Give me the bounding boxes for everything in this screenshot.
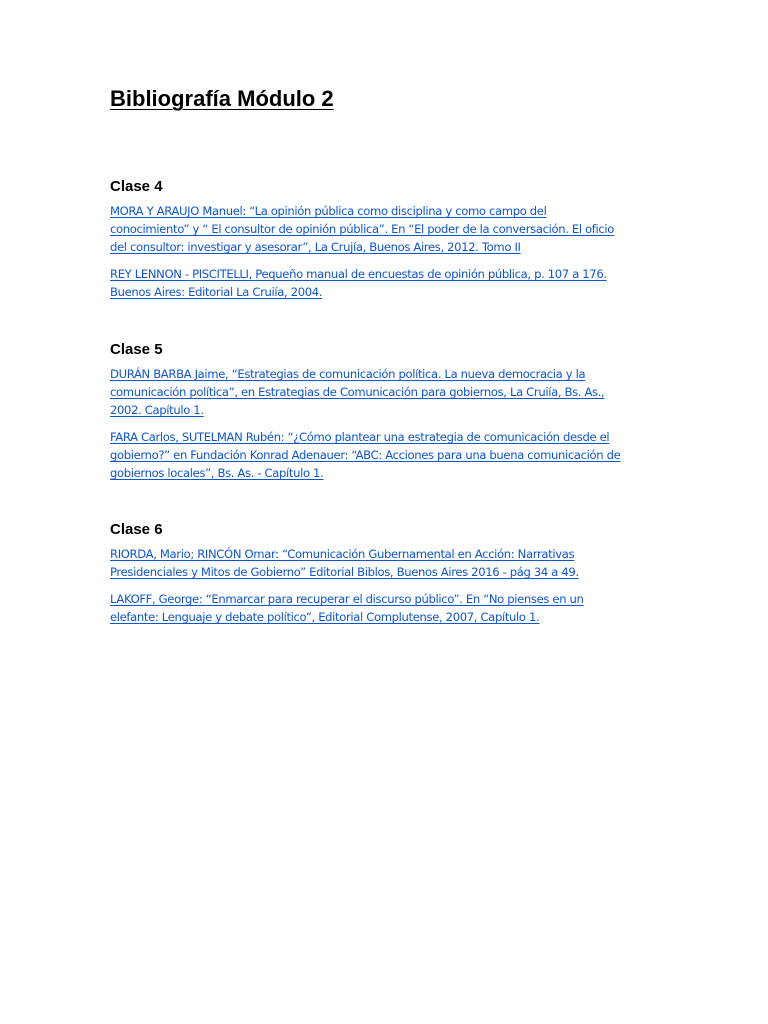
reference-line: LAKOFF, George: “Enmarcar para recuperar el discurso público”. En “No pienses en un <box>110 592 584 606</box>
reference-line: comunicación política”, en Estrategias de Comunicación para gobiernos, La Cruiía, Bs. As., <box>110 385 605 399</box>
section-clase-6 <box>110 519 655 635</box>
reference-line: REY LENNON - PISCITELLI, Pequeño manual de encuestas de opinión pública, p. 107 a 176. <box>110 267 607 281</box>
reference-line: Buenos Aires: Editorial La Cruiía, 2004. <box>110 285 323 299</box>
reference-line: Presidenciales y Mitos de Gobierno” Editorial Biblos, Buenos Aires 2016 - pág 34 a 49. <box>110 565 579 579</box>
reference-line: gobiernos locales”, Bs. As. - Capítulo 1. <box>110 466 324 480</box>
reference-line: elefante: Lenguaje y debate político”, Editorial Complutense, 2007, Capítulo 1. <box>110 610 540 624</box>
section-clase-4 <box>110 176 655 310</box>
reference-line: FARA Carlos, SUTELMAN Rubén: “¿Cómo plantear una estrategia de comunicación desde el <box>110 430 610 444</box>
reference-line: gobierno?” en Fundación Konrad Adenauer: “ABC: Acciones para una buena comunicación de <box>110 448 621 462</box>
reference-link-duran-barba[interactable] <box>110 365 655 419</box>
section-heading: Clase 4 <box>110 178 163 195</box>
reference-line: 2002. Capítulo 1. <box>110 403 204 417</box>
reference-line: DURÁN BARBA Jaime, “Estrategias de comunicación política. La nueva democracia y la <box>110 367 586 381</box>
section-heading: Clase 6 <box>110 521 163 538</box>
reference-line: RIORDA, Mario; RINCÓN Omar: “Comunicación Gubernamental en Acción: Narrativas <box>110 547 575 561</box>
reference-link-riorda-rincon[interactable] <box>110 545 655 581</box>
reference-line: del consultor: investigar y asesorar”, La Crujía, Buenos Aires, 2012. Tomo II <box>110 240 521 254</box>
reference-line: MORA Y ARAUJO Manuel: “La opinión pública como disciplina y como campo del <box>110 204 547 218</box>
reference-line: conocimiento” y “ El consultor de opinión pública”. En “El poder de la conversación. El oficio <box>110 222 615 236</box>
reference-link-rey-lennon-piscitelli[interactable] <box>110 265 655 301</box>
reference-link-mora-y-araujo[interactable] <box>110 202 655 256</box>
reference-link-fara-sutelman[interactable] <box>110 428 655 482</box>
page-title: Bibliografía Módulo 2 <box>110 86 334 111</box>
section-clase-5 <box>110 339 655 491</box>
section-heading: Clase 5 <box>110 341 163 358</box>
reference-link-lakoff[interactable] <box>110 590 655 626</box>
